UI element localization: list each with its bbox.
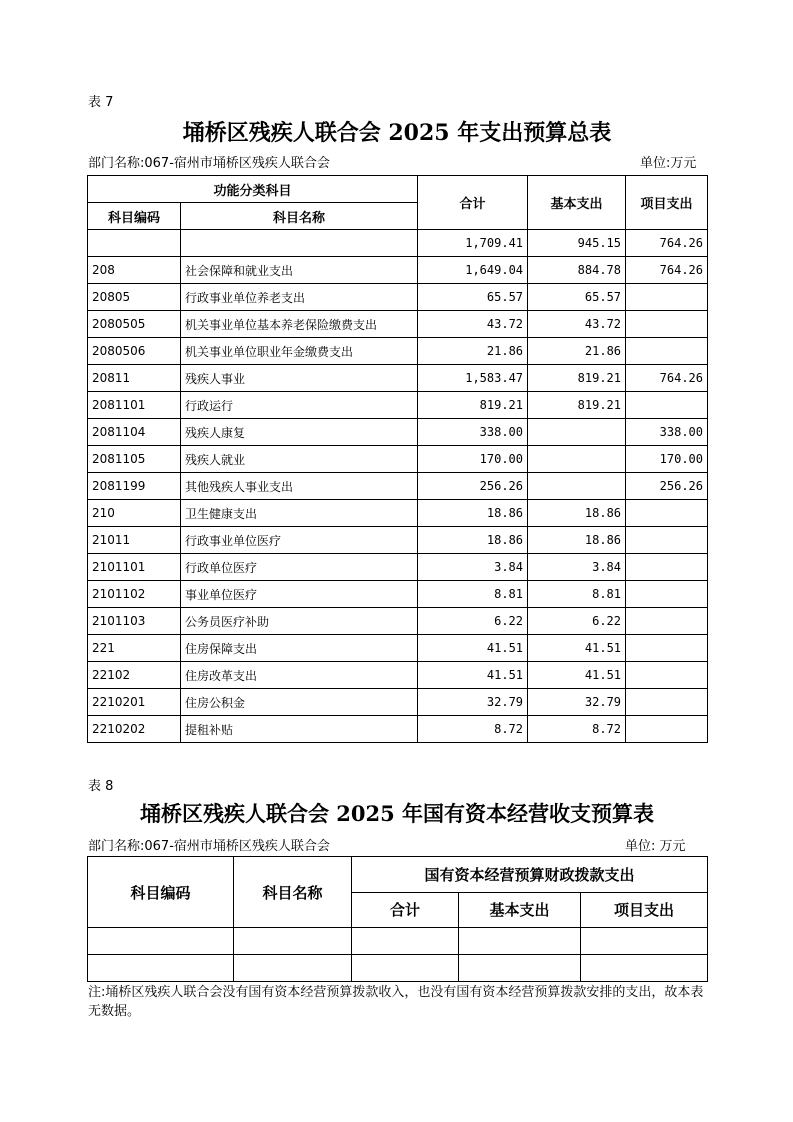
table-row xyxy=(88,473,708,500)
header-group: 国有资本经营预算财政拨款支出 xyxy=(352,857,708,893)
cell-name: 行政运行 xyxy=(181,392,418,419)
cell-name: 行政事业单位养老支出 xyxy=(181,284,418,311)
cell-total: 8.81 xyxy=(418,581,528,608)
cell-name: 社会保障和就业支出 xyxy=(181,257,418,284)
cell-code: 2101103 xyxy=(88,608,181,635)
table-row xyxy=(88,928,708,955)
table7-body xyxy=(88,230,708,743)
cell-name: 机关事业单位基本养老保险缴费支出 xyxy=(181,311,418,338)
cell-basic xyxy=(459,955,581,982)
cell-code xyxy=(88,230,181,257)
table7-department: 部门名称:067-宿州市埇桥区残疾人联合会 xyxy=(88,156,330,171)
cell-total: 43.72 xyxy=(418,311,528,338)
cell-project xyxy=(626,392,708,419)
cell-project xyxy=(626,581,708,608)
table8-department: 部门名称:067-宿州市埇桥区残疾人联合会 xyxy=(88,839,330,854)
cell-basic xyxy=(459,928,581,955)
header-code: 科目编码 xyxy=(88,203,181,230)
cell-basic: 6.22 xyxy=(528,608,626,635)
header-name: 科目名称 xyxy=(234,857,352,928)
cell-code: 2210202 xyxy=(88,716,181,743)
cell-name: 行政单位医疗 xyxy=(181,554,418,581)
cell-name: 行政事业单位医疗 xyxy=(181,527,418,554)
cell-project: 764.26 xyxy=(626,230,708,257)
cell-basic: 819.21 xyxy=(528,365,626,392)
cell-project xyxy=(626,554,708,581)
cell-total xyxy=(352,955,459,982)
cell-name: 残疾人事业 xyxy=(181,365,418,392)
cell-total: 1,649.04 xyxy=(418,257,528,284)
cell-project xyxy=(626,527,708,554)
cell-code: 2081199 xyxy=(88,473,181,500)
cell-project xyxy=(581,955,708,982)
cell-code xyxy=(88,928,234,955)
table-row xyxy=(88,230,708,257)
table-row xyxy=(88,955,708,982)
table-row xyxy=(88,392,708,419)
cell-name xyxy=(234,928,352,955)
table-row xyxy=(88,338,708,365)
cell-code: 2101102 xyxy=(88,581,181,608)
cell-basic: 43.72 xyxy=(528,311,626,338)
cell-name: 卫生健康支出 xyxy=(181,500,418,527)
cell-total xyxy=(352,928,459,955)
cell-code: 2080505 xyxy=(88,311,181,338)
cell-total: 819.21 xyxy=(418,392,528,419)
table7-expenditure-budget xyxy=(87,175,708,743)
cell-basic: 8.72 xyxy=(528,716,626,743)
cell-code: 20805 xyxy=(88,284,181,311)
cell-project xyxy=(581,928,708,955)
cell-code: 2081101 xyxy=(88,392,181,419)
table-row xyxy=(88,581,708,608)
cell-total: 6.22 xyxy=(418,608,528,635)
table-row xyxy=(88,311,708,338)
header-project: 项目支出 xyxy=(581,892,708,928)
cell-name: 住房公积金 xyxy=(181,689,418,716)
cell-total: 41.51 xyxy=(418,635,528,662)
header-project: 项目支出 xyxy=(626,176,708,230)
cell-project xyxy=(626,635,708,662)
cell-basic: 8.81 xyxy=(528,581,626,608)
cell-basic: 819.21 xyxy=(528,392,626,419)
cell-total: 338.00 xyxy=(418,419,528,446)
cell-code: 210 xyxy=(88,500,181,527)
cell-name: 事业单位医疗 xyxy=(181,581,418,608)
cell-basic: 21.86 xyxy=(528,338,626,365)
cell-basic: 884.78 xyxy=(528,257,626,284)
cell-basic: 41.51 xyxy=(528,635,626,662)
cell-total: 32.79 xyxy=(418,689,528,716)
cell-name: 住房保障支出 xyxy=(181,635,418,662)
table-row xyxy=(88,365,708,392)
cell-basic xyxy=(528,473,626,500)
cell-total: 170.00 xyxy=(418,446,528,473)
cell-project: 764.26 xyxy=(626,257,708,284)
cell-project xyxy=(626,608,708,635)
cell-code: 22102 xyxy=(88,662,181,689)
table8-note: 注:埇桥区残疾人联合会没有国有资本经营预算拨款收入，也没有国有资本经营预算拨款安排的支出，故本表无数据。 xyxy=(88,985,704,1019)
header-name: 科目名称 xyxy=(181,203,418,230)
table7-unit: 单位:万元 xyxy=(640,156,697,171)
cell-project: 256.26 xyxy=(626,473,708,500)
cell-basic: 65.57 xyxy=(528,284,626,311)
table-row xyxy=(88,257,708,284)
cell-basic xyxy=(528,419,626,446)
cell-name: 残疾人康复 xyxy=(181,419,418,446)
table-row xyxy=(88,689,708,716)
cell-basic: 32.79 xyxy=(528,689,626,716)
table-row xyxy=(88,608,708,635)
table8-title: 埇桥区残疾人联合会 2025 年国有资本经营收支预算表 xyxy=(139,801,655,826)
table8-state-capital-budget xyxy=(87,856,708,982)
cell-code: 20811 xyxy=(88,365,181,392)
cell-name: 公务员医疗补助 xyxy=(181,608,418,635)
cell-project xyxy=(626,311,708,338)
cell-total: 8.72 xyxy=(418,716,528,743)
table-row xyxy=(88,662,708,689)
table-row xyxy=(88,419,708,446)
cell-name xyxy=(234,955,352,982)
cell-basic: 18.86 xyxy=(528,527,626,554)
table8-body xyxy=(88,928,708,982)
table-row xyxy=(88,554,708,581)
cell-name: 住房改革支出 xyxy=(181,662,418,689)
cell-name: 其他残疾人事业支出 xyxy=(181,473,418,500)
table7-title: 埇桥区残疾人联合会 2025 年支出预算总表 xyxy=(182,120,612,146)
header-total: 合计 xyxy=(352,892,459,928)
table-row xyxy=(88,284,708,311)
cell-name: 残疾人就业 xyxy=(181,446,418,473)
cell-total: 41.51 xyxy=(418,662,528,689)
cell-total: 1,583.47 xyxy=(418,365,528,392)
cell-code: 2210201 xyxy=(88,689,181,716)
table8-tag: 表 8 xyxy=(88,779,114,794)
cell-total: 21.86 xyxy=(418,338,528,365)
header-total: 合计 xyxy=(418,176,528,230)
cell-total: 3.84 xyxy=(418,554,528,581)
cell-total: 18.86 xyxy=(418,527,528,554)
cell-project: 170.00 xyxy=(626,446,708,473)
cell-project xyxy=(626,500,708,527)
header-functional-category: 功能分类科目 xyxy=(88,176,418,203)
cell-name xyxy=(181,230,418,257)
table-row xyxy=(88,446,708,473)
cell-code: 21011 xyxy=(88,527,181,554)
cell-total: 1,709.41 xyxy=(418,230,528,257)
table-row xyxy=(88,635,708,662)
cell-total: 18.86 xyxy=(418,500,528,527)
table-row xyxy=(88,500,708,527)
cell-project xyxy=(626,716,708,743)
table-row xyxy=(88,527,708,554)
header-basic: 基本支出 xyxy=(528,176,626,230)
cell-code: 2081105 xyxy=(88,446,181,473)
cell-project xyxy=(626,338,708,365)
cell-code: 221 xyxy=(88,635,181,662)
table8-unit: 单位: 万元 xyxy=(625,839,686,854)
header-basic: 基本支出 xyxy=(459,892,581,928)
cell-basic: 3.84 xyxy=(528,554,626,581)
cell-code xyxy=(88,955,234,982)
cell-code: 2101101 xyxy=(88,554,181,581)
cell-project xyxy=(626,662,708,689)
cell-project xyxy=(626,284,708,311)
cell-basic: 41.51 xyxy=(528,662,626,689)
cell-total: 256.26 xyxy=(418,473,528,500)
table7-tag: 表 7 xyxy=(88,95,114,110)
cell-total: 65.57 xyxy=(418,284,528,311)
cell-basic: 945.15 xyxy=(528,230,626,257)
cell-project: 338.00 xyxy=(626,419,708,446)
cell-code: 208 xyxy=(88,257,181,284)
cell-basic: 18.86 xyxy=(528,500,626,527)
table-row xyxy=(88,716,708,743)
cell-code: 2081104 xyxy=(88,419,181,446)
header-code: 科目编码 xyxy=(88,857,234,928)
cell-project: 764.26 xyxy=(626,365,708,392)
cell-name: 提租补贴 xyxy=(181,716,418,743)
cell-basic xyxy=(528,446,626,473)
cell-name: 机关事业单位职业年金缴费支出 xyxy=(181,338,418,365)
cell-code: 2080506 xyxy=(88,338,181,365)
cell-project xyxy=(626,689,708,716)
